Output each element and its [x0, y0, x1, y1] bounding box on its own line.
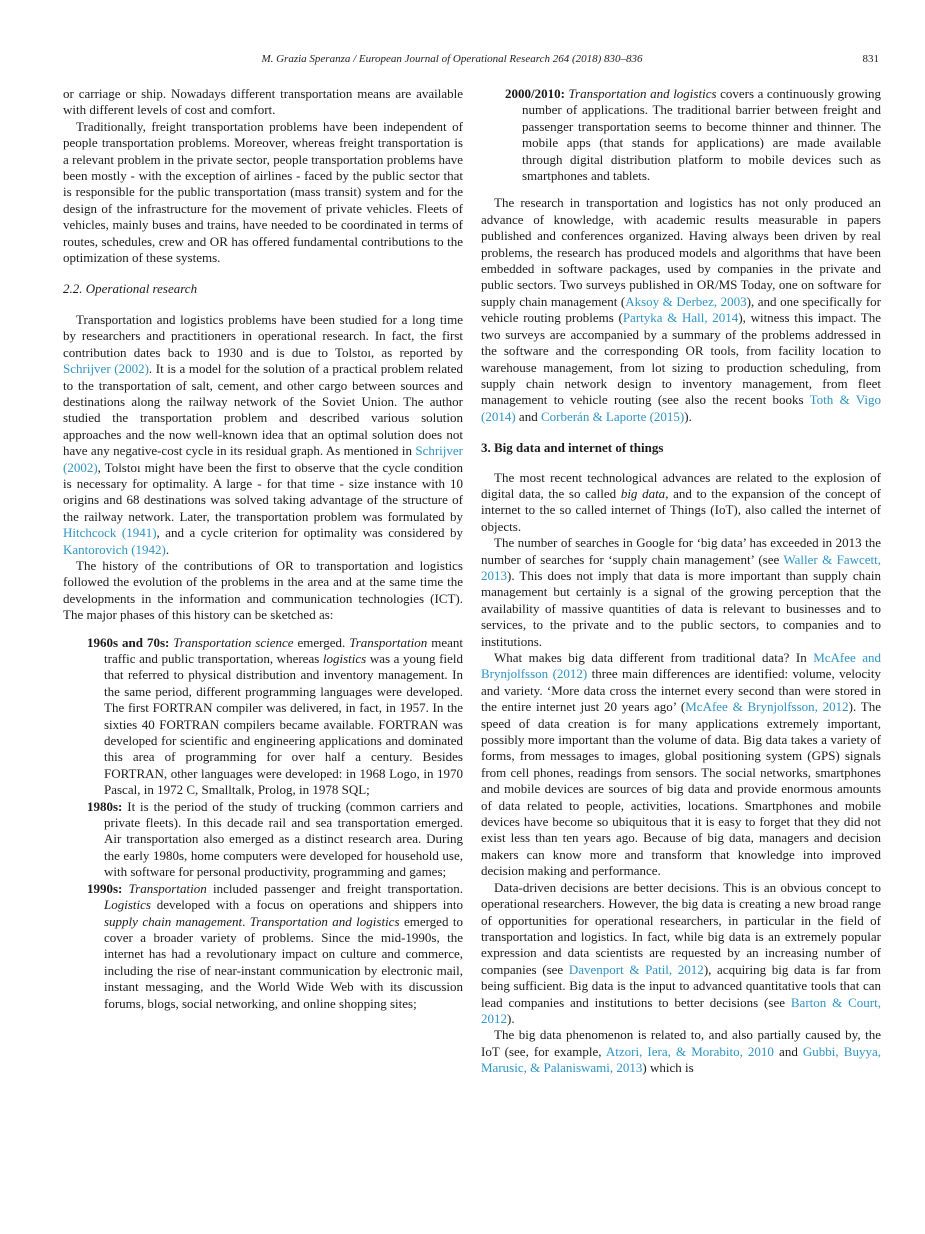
text-run: , and to the expansion of the concept of internet to the so called internet of Things (IoT), also called the internet of objects. — [481, 485, 882, 534]
text-run: ). The speed of data creation is for many applications extremely important, possibly more important than the volume of data. Big data takes a variety of forms, from messages to images, global positioning system (GPS) signals from cell phones, readings from sensors. The social networks, smartphones and mobile devices are sources of big data and provide enormous amounts of data related to people, activities, locations. Smartphones and mobile devices have become so ubiquitous that it is easy to forget that they did not exist less than ten years ago. Because of big data, managers and decision makers can know more and transform that knowledge into improved decision making and performance. — [481, 699, 881, 879]
citation-link[interactable]: Schrijver (2002) — [63, 361, 149, 377]
citation-link[interactable]: Toth & Vigo (2014) — [481, 392, 881, 424]
text-run: ), acquiring big data is far from being sufficient. Big data is the input to advanced quantitative tools that can lead companies and institutions to better decisions (see — [481, 961, 881, 1010]
paragraph — [63, 312, 463, 558]
citation-link[interactable]: Gubbi, Buyya, Marusic, & Palaniswami, 2013 — [481, 1043, 881, 1076]
list-item-label: 1980s: — [87, 798, 123, 814]
text-run: ). — [507, 1010, 515, 1026]
text-run: Transportation — [349, 634, 428, 650]
text-run: Transportation and logistics — [249, 913, 400, 929]
citation-link[interactable]: McAfee and Brynjolfsson (2012) — [481, 650, 881, 682]
column-left — [63, 86, 463, 1012]
paragraph — [481, 1027, 881, 1076]
text-run: . — [165, 541, 170, 557]
text-run: emerged. — [293, 634, 350, 650]
citation-link[interactable]: Kantorovich (1942) — [63, 541, 166, 557]
citation-link[interactable]: McAfee & Brynjolfsson, 2012 — [685, 699, 849, 715]
citation-link[interactable]: Davenport & Patil, 2012 — [568, 961, 704, 977]
text-run: The research in transportation and logistics has not only produced an advance of knowledge, with academic results measurable in papers published and conferences organized. Having always been driven by real problems, the research has produced models and algorithms that have been embedded in software packages, used by companies in the private and public sectors. Two surveys published in OR/MS Today, one on software for supply chain management ( — [481, 195, 881, 309]
citation-link[interactable]: Schrijver (2002) — [63, 443, 463, 475]
text-run: , Tolstoı might have been the first to observe that the cycle condition is necessary for optimality. A large - for that time - size instance with 10 origins and 68 destinations was solved taking advantage of the structure of the railway network. Later, the transportation problem was formulated by — [63, 459, 463, 524]
text-run: The most recent technological advances are related to the explosion of digital data, the so called — [481, 469, 881, 501]
text-run: ), witness this impact. The two surveys are accompanied by a summary of the problems addressed in the software and the corresponding OR tools, from facility location to warehouse management, from lot sizing to production scheduling, from supply chain network design to inventory management, from fleet management to vehicle routing (see also the recent books — [481, 310, 881, 408]
text-run: logistics — [322, 651, 367, 666]
text-run: Transportation — [128, 880, 207, 896]
paragraph — [63, 558, 463, 624]
paragraph — [481, 195, 881, 425]
text-run: Data-driven decisions are better decisions. This is an obvious concept to operational researchers. However, the big data is creating a new broad range of opportunities for operational researchers, in particular in the field of transportation and logistics. In fact, while big data is an extremely popular expression and data scientists are requested by an increasing number of companies (see — [481, 879, 881, 977]
list-item — [505, 86, 881, 184]
text-run: three main differences are identified: volume, velocity and variety. ‘More data cross the internet every second than were stored in the entire internet just 20 years ago’ ( — [481, 666, 881, 715]
citation-link[interactable]: Corberán & Laporte (2015) — [540, 408, 685, 424]
text-run: developed with a focus on operations and shippers into — [150, 897, 463, 913]
text-run: . It is a model for the solution of a practical problem related to the transportation of salt, cement, and other cargo between sources and destinations along the railway network of the Soviet Union. The author studied the transportation problem and described various solution approaches and the now well-known idea that an optimal solution does not have any negative-cost cycle in its residual graph. As mentioned in — [63, 361, 464, 459]
citation-link[interactable]: Barton & Court, 2012 — [481, 994, 881, 1026]
text-run: ). — [684, 408, 692, 424]
text-run: Transportation science — [173, 634, 294, 650]
text-run: , and a cycle criterion for optimality was considered by — [156, 525, 463, 541]
paragraph — [481, 535, 881, 650]
running-header-citation: M. Grazia Speranza / European Journal of Operational Research 264 (2018) 830–836 — [261, 53, 643, 65]
text-run: and — [773, 1043, 803, 1059]
text-run: was a young field that referred to physical distribution and inventory management. In the same period, different programming languages were developed. The first FORTRAN compiler was delivered, in fact, in 1957. In the sixties 40 FORTRAN compilers became available. FORTRAN was developed for scientific and engineering applications and dominated this area of programming for over half a century. Besides FORTRAN, other languages were developed: in 1968 Logo, in 1970 Pascal, in 1972 C, Smalltalk, Prolog, in 1978 SQL; — [104, 651, 463, 798]
citation-link[interactable]: Waller & Fawcett, 2013 — [481, 551, 881, 583]
text-run: Transportation and logistics problems have been studied for a long time by researchers and practitioners in operational research. In fact, the first contribution dates back to 1930 and is due to Tolstoı, as reported by — [63, 311, 463, 360]
text-run: Traditionally, freight transportation problems have been independent of people transportation problems. Moreover, whereas freight transportation is a relevant problem in the private sector, people transportation problems have been mostly - with the exception of airlines - faced by the public sector that is responsible for the public transportation (mass transit) system and for the design of the infrastructure for the movement of private vehicles. Fleets of vehicles, mainly buses and trains, have needed to be coordinated in terms of routes, schedules, crew and OR has offered fundamental contributions to the optimization of these systems. — [63, 118, 463, 266]
running-header — [63, 53, 881, 65]
text-run: covers a continuously growing number of applications. The traditional barrier between freight and passenger transportation seems to become thinner and thinner. The mobile apps (that stands for applications) are made available through digital distribution platform to mobile devices such as smartphones and tablets. — [522, 86, 881, 184]
text-run: ) which is — [642, 1060, 694, 1076]
text-run: emerged to cover a broader variety of problems. Since the mid-1990s, the internet has had a revolutionary impact on culture and commerce, including the rise of near-instant communication by electronic mail, instant messaging, and the World Wide Web with its discussion forums, blogs, social networking, and online shopping sites; — [104, 913, 463, 1011]
text-run: Logistics — [104, 897, 151, 913]
citation-link[interactable]: Partyka & Hall, 2014 — [622, 310, 739, 326]
paragraph — [481, 470, 881, 536]
text-run: big data — [620, 485, 666, 501]
text-run: The history of the contributions of OR to transportation and logistics followed the evolution of the problems in the area and at the same time the developments in the information and communication technologies (ICT). The major phases of this history can be sketched as: — [63, 557, 463, 623]
text-run: meant traffic and public transportation, whereas — [104, 634, 463, 666]
section-heading-big-data — [481, 440, 881, 456]
text-run: ), and one specifically for vehicle routing problems ( — [481, 293, 881, 326]
text-run: It is the period of the study of trucking (common carriers and private fleets). In this decade rail and sea transportation emerged. Air transportation also emerged as a distinct research area. During the early 1980s, home computers were developed for household use, with software for personal productivity, programming and games; — [104, 798, 463, 880]
list-item-label: 2000/2010: — [505, 86, 565, 101]
citation-link[interactable]: Hitchcock (1941) — [63, 525, 157, 541]
column-right — [481, 86, 881, 1077]
list-item — [87, 634, 463, 799]
section-heading-operational-research — [63, 281, 463, 297]
list-item — [87, 880, 463, 1012]
text-run: 3. Big data and internet of things — [481, 440, 664, 456]
citation-link[interactable]: Atzori, Iera, & Morabito, 2010 — [605, 1043, 774, 1059]
text-run: . — [242, 913, 250, 929]
text-run: or carriage or ship. Nowadays different transportation means are available with different levels of cost and comfort. — [63, 86, 463, 118]
text-run: The big data phenomenon is related to, and also partially caused by, the IoT (see, for example, — [481, 1027, 881, 1059]
list-item-label: 1990s: — [87, 880, 123, 896]
citation-link[interactable]: Aksoy & Derbez, 2003 — [625, 293, 747, 309]
text-run: and — [515, 408, 541, 424]
paragraph — [63, 119, 463, 267]
paragraph — [481, 880, 881, 1028]
list-item — [87, 798, 463, 881]
text-run: ). This does not imply that data is more important than supply chain management but certainly is a signal of the growing perception that the availability of massive quantities of data is relevant to businesses and to services, to the private and to the public sectors, to companies and to institutions. — [481, 567, 881, 649]
text-run: The number of searches in Google for ‘big data’ has exceeded in 2013 the number of searches for ‘supply chain management’ (see — [481, 535, 881, 567]
list-item-label: 1960s and 70s: — [87, 634, 170, 650]
text-run: Transportation and logistics — [568, 86, 717, 101]
paragraph — [63, 86, 463, 119]
text-run: What makes big data different from traditional data? In — [494, 650, 814, 665]
page-number: 831 — [862, 53, 879, 65]
paragraph — [481, 650, 881, 880]
text-run: supply chain management — [104, 913, 243, 929]
text-run: 2.2. Operational research — [63, 281, 198, 297]
text-run: included passenger and freight transportation. — [206, 880, 463, 896]
